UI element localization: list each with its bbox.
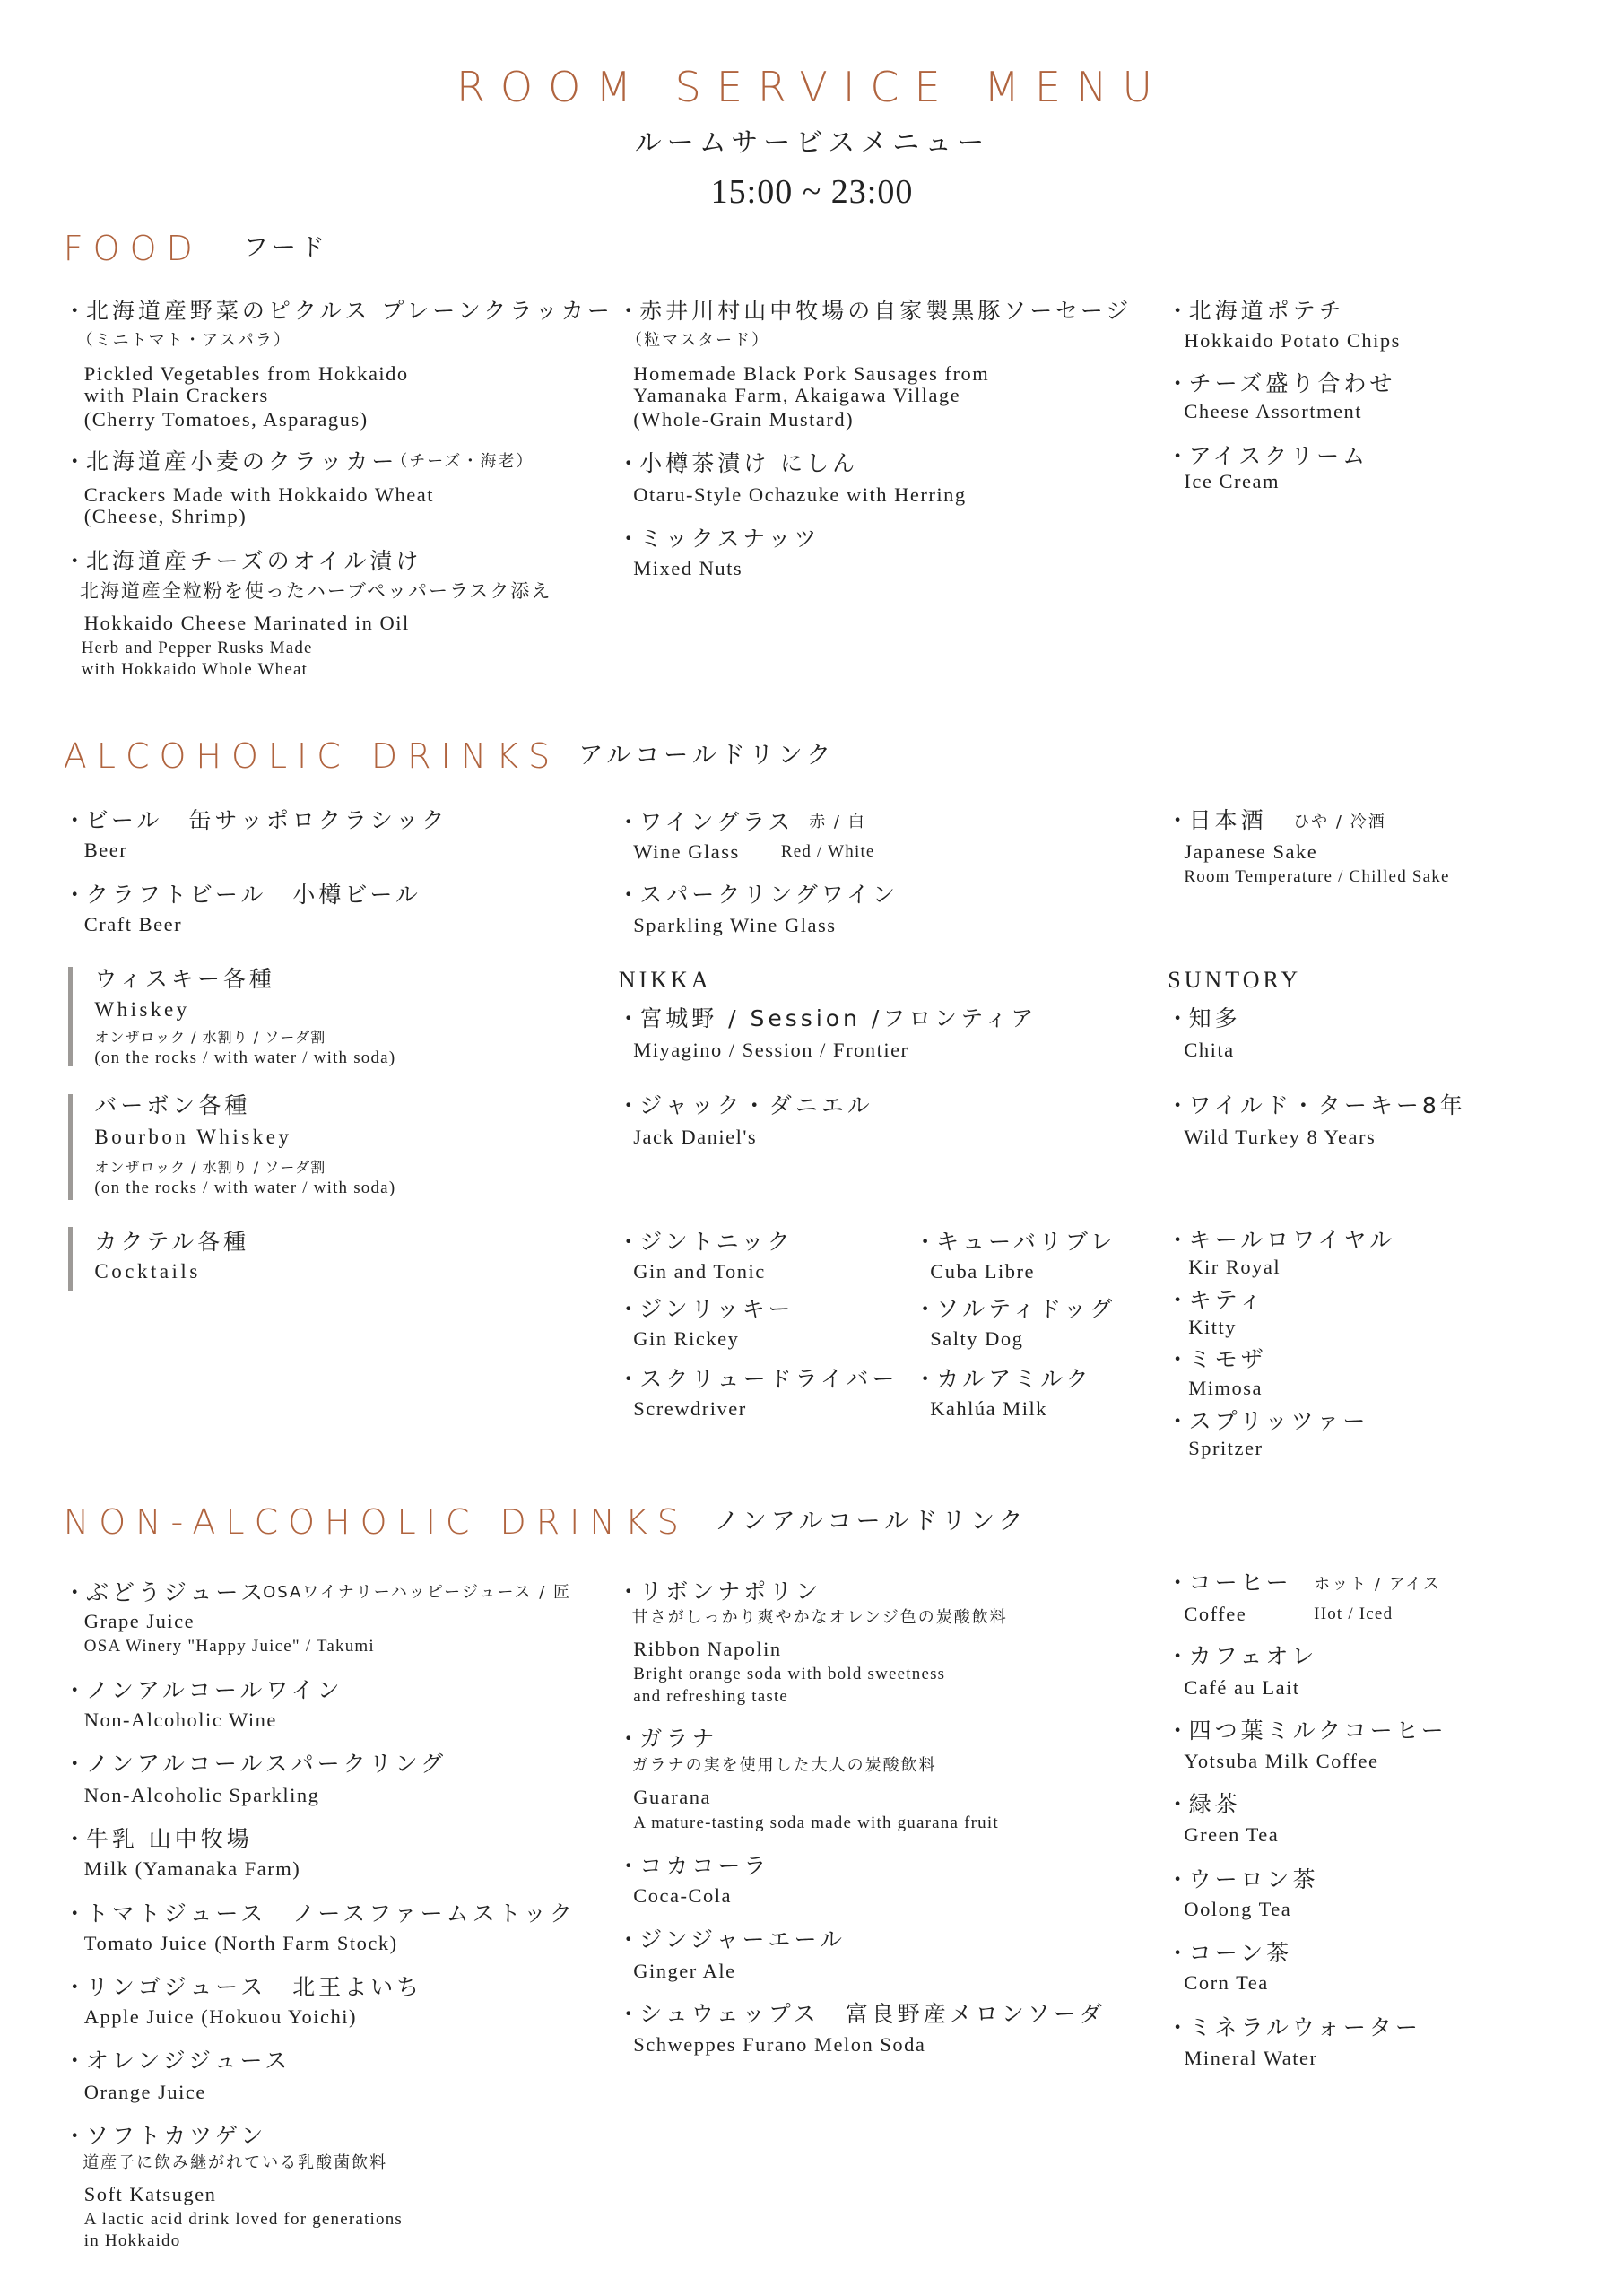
cocktail-name-en: Kir Royal bbox=[1188, 1255, 1281, 1278]
menu-item-name-en: Wild Turkey 8 Years bbox=[1184, 1125, 1376, 1148]
cocktail-name-jp: ・ キューバリブレ bbox=[914, 1227, 1116, 1257]
menu-item-detail: Bright orange soda with bold sweetness bbox=[633, 1665, 946, 1683]
menu-item-name-jp: ・ ウーロン茶 bbox=[1167, 1865, 1319, 1895]
menu-item-detail: with Hokkaido Whole Wheat bbox=[81, 660, 308, 680]
menu-item-detail: Pickled Vegetables from Hokkaido bbox=[83, 361, 409, 385]
menu-item-name-jp: ・ 牛乳 山中牧場 bbox=[64, 1824, 253, 1855]
menu-item-detail: Yotsuba Milk Coffee bbox=[1184, 1750, 1379, 1773]
cocktail-name-en: Gin and Tonic bbox=[633, 1259, 766, 1283]
menu-item-detail: （ミニトマト・アスパラ） bbox=[76, 331, 291, 351]
group-title-whiskey: ウィスキー各種 bbox=[94, 965, 275, 992]
cocktail-name-jp: ・ キールロワイヤル bbox=[1167, 1225, 1396, 1256]
menu-item-name-jp: ・ コーヒー bbox=[1167, 1568, 1292, 1598]
menu-item-detail: Hot / Iced bbox=[1314, 1604, 1394, 1623]
section-title-nonalcoholic: NON-ALCOHOLIC DRINKS bbox=[63, 1502, 689, 1543]
cocktail-name-jp: ・ スプリッツァー bbox=[1167, 1406, 1369, 1437]
cocktail-name-en: Gin Rickey bbox=[633, 1327, 740, 1351]
menu-item-name-jp: ・ 北海道産チーズのオイル漬け bbox=[64, 546, 422, 577]
menu-item-detail: Homemade Black Pork Sausages from bbox=[633, 361, 990, 385]
menu-item-name-en: Beer bbox=[83, 839, 128, 862]
menu-item-detail: with Plain Crackers bbox=[83, 384, 269, 407]
menu-item-name-jp: ・ ミネラルウォーター bbox=[1167, 2013, 1421, 2043]
serving-styles-en: (on the rocks / with water / with soda) bbox=[94, 1178, 396, 1198]
cocktails-group-bar bbox=[68, 1227, 73, 1291]
menu-item-detail: Ribbon Napolin bbox=[633, 1638, 782, 1660]
menu-item-detail: Soft Katsugen bbox=[83, 2182, 217, 2205]
serving-styles: オンザロック / 水割り / ソーダ割 bbox=[94, 1029, 326, 1047]
menu-item-detail: Herb and Pepper Rusks Made bbox=[81, 638, 313, 657]
menu-item-detail: Yamanaka Farm, Akaigawa Village bbox=[633, 384, 961, 407]
menu-item-name-jp: ・ ノンアルコールワイン bbox=[64, 1675, 343, 1706]
menu-item-name-en: Japanese Sake bbox=[1184, 840, 1318, 863]
menu-item-detail: Mixed Nuts bbox=[633, 556, 743, 579]
menu-item-name-jp: ・ リボンナポリン bbox=[617, 1577, 821, 1607]
cocktail-name-jp: ・ スクリュードライバー bbox=[617, 1364, 898, 1395]
menu-item-detail: (Cherry Tomatoes, Asparagus) bbox=[83, 407, 369, 430]
whiskey-group-bar bbox=[68, 967, 73, 1065]
menu-item-detail: ガラナの実を使用した大人の炭酸飲料 bbox=[631, 1756, 937, 1776]
menu-item-detail: Orange Juice bbox=[83, 2080, 206, 2103]
menu-item-detail: Coca-Cola bbox=[633, 1883, 733, 1907]
menu-item-name-jp: ・ カフェオレ bbox=[1167, 1641, 1318, 1672]
section-title-food: FOOD bbox=[63, 228, 203, 268]
menu-item-name-en: Jack Daniel's bbox=[633, 1125, 758, 1148]
service-hours: 15:00 ~ 23:00 bbox=[710, 173, 914, 211]
menu-item-name-jp: ・ スパークリングワイン bbox=[617, 880, 899, 910]
cocktail-name-en: Spritzer bbox=[1188, 1437, 1264, 1460]
menu-item-detail: Schweppes Furano Melon Soda bbox=[633, 2033, 926, 2057]
menu-item-name-jp: ・ ミックスナッツ bbox=[617, 524, 820, 554]
menu-item-detail: in Hokkaido bbox=[83, 2231, 181, 2251]
brand-label-nikka: NIKKA bbox=[618, 967, 712, 994]
menu-item-name-jp: ・ 北海道産野菜のピクルス プレーンクラッカー bbox=[64, 296, 613, 326]
menu-item-name-en: Chita bbox=[1184, 1038, 1235, 1061]
menu-item-name-jp: ・ コーン茶 bbox=[1167, 1938, 1293, 1969]
menu-item-name-jp: ・ ソフトカツゲン bbox=[64, 2121, 267, 2152]
menu-item-detail: Corn Tea bbox=[1184, 1971, 1269, 1995]
section-title-food-jp: フード bbox=[243, 233, 329, 262]
menu-item-detail: Café au Lait bbox=[1184, 1675, 1300, 1699]
serving-styles-en: (on the rocks / with water / with soda) bbox=[94, 1048, 396, 1068]
group-title-whiskey-en: Whiskey bbox=[94, 998, 190, 1022]
menu-item-detail: Oolong Tea bbox=[1184, 1897, 1292, 1920]
menu-item-detail: Tomato Juice (North Farm Stock) bbox=[83, 1931, 398, 1954]
menu-item-detail: Ice Cream bbox=[1184, 469, 1280, 492]
menu-item-detail: ホット / アイス bbox=[1314, 1574, 1442, 1594]
menu-item-detail: A mature-tasting soda made with guarana fruit bbox=[633, 1813, 999, 1833]
menu-item-detail: Non-Alcoholic Wine bbox=[83, 1709, 277, 1731]
menu-item-name-jp: ・ 四つ葉ミルクコーヒー bbox=[1167, 1716, 1447, 1746]
menu-item-option: 赤 / 白 bbox=[809, 813, 866, 831]
menu-item-detail: Guarana bbox=[633, 1785, 711, 1808]
menu-item-name-jp: ・ ジンジャーエール bbox=[617, 1925, 846, 1955]
menu-item-name-jp: ・ ワイングラス bbox=[617, 807, 794, 838]
cocktail-name-en: Kahlúa Milk bbox=[930, 1396, 1048, 1420]
cocktail-name-en: Cuba Libre bbox=[930, 1259, 1036, 1283]
menu-item-name-jp: ・ トマトジュース ノースファームストック bbox=[64, 1899, 576, 1929]
menu-item-name-jp: ・ コカコーラ bbox=[617, 1851, 769, 1882]
cocktail-name-en: Kitty bbox=[1188, 1316, 1238, 1339]
menu-item-name-jp: ・ ビール 缶サッポロクラシック bbox=[64, 805, 448, 836]
menu-item-detail: Green Tea bbox=[1184, 1823, 1280, 1847]
section-title-alcoholic-jp: アルコールドリンク bbox=[578, 741, 836, 770]
menu-item-name-jp: ・ 北海道産小麦のクラッカー bbox=[64, 447, 398, 477]
menu-item-name-jp: ・ シュウェップス 富良野産メロンソーダ bbox=[617, 1999, 1106, 2030]
cocktail-name-jp: ・ キティ bbox=[1167, 1285, 1265, 1316]
menu-item-detail: Crackers Made with Hokkaido Wheat bbox=[83, 483, 435, 506]
menu-item-detail: （粒マスタード） bbox=[626, 331, 770, 351]
menu-item-detail: 道産子に飲み継がれている乳酸菌飲料 bbox=[83, 2152, 388, 2172]
menu-item-detail: Mineral Water bbox=[1184, 2047, 1318, 2069]
cocktail-name-jp: ・ ジンリッキー bbox=[617, 1294, 794, 1325]
menu-item-detail: Grape Juice bbox=[83, 1609, 195, 1632]
menu-item-option: Red / White bbox=[780, 842, 875, 861]
menu-item-name-jp: ・ 赤井川村山中牧場の自家製黒豚ソーセージ bbox=[617, 296, 1132, 326]
menu-item-name-jp: ・ オレンジジュース bbox=[64, 2046, 291, 2076]
menu-item-detail: Ginger Ale bbox=[633, 1959, 736, 1982]
menu-item-detail: and refreshing taste bbox=[633, 1686, 789, 1706]
cocktail-name-jp: ・ ミモザ bbox=[1167, 1344, 1267, 1375]
menu-item-name-jp: ・ ぶどうジュース bbox=[64, 1578, 266, 1608]
menu-item-detail: Hokkaido Cheese Marinated in Oil bbox=[83, 611, 410, 634]
menu-item-detail: OSA Winery "Happy Juice" / Takumi bbox=[83, 1636, 375, 1656]
menu-item-name-en: Sparkling Wine Glass bbox=[633, 914, 837, 937]
menu-item-detail: 甘さがしっかり爽やかなオレンジ色の炭酸飲料 bbox=[631, 1608, 1008, 1628]
menu-item-detail: Hokkaido Potato Chips bbox=[1184, 329, 1401, 352]
menu-item-name-jp: ・ ジャック・ダニエル bbox=[617, 1091, 873, 1121]
serving-styles: オンザロック / 水割り / ソーダ割 bbox=[94, 1159, 326, 1177]
menu-item-detail: Coffee bbox=[1184, 1602, 1247, 1625]
menu-item-name-jp: ・ ワイルド・ターキー8年 bbox=[1167, 1091, 1466, 1121]
menu-item-name-jp: ・ 知多 bbox=[1167, 1004, 1241, 1034]
menu-item-option: Room Temperature / Chilled Sake bbox=[1184, 866, 1450, 886]
menu-item-name-en: Wine Glass bbox=[633, 840, 740, 863]
menu-item-detail: 北海道産全粒粉を使ったハーブペッパーラスク添え bbox=[79, 579, 552, 602]
cocktail-name-en: Mimosa bbox=[1188, 1376, 1264, 1399]
brand-label-suntory: SUNTORY bbox=[1168, 967, 1302, 994]
section-title-nonalcoholic-jp: ノンアルコールドリンク bbox=[714, 1508, 1028, 1536]
menu-item-detail: Otaru-Style Ochazuke with Herring bbox=[633, 483, 967, 506]
group-title-cocktails-en: Cocktails bbox=[94, 1259, 201, 1283]
menu-item-detail: （チーズ・海老） bbox=[391, 452, 534, 472]
group-title-cocktails: カクテル各種 bbox=[94, 1228, 250, 1255]
menu-subtitle: ルームサービスメニュー bbox=[634, 127, 990, 159]
group-title-bourbon: バーボン各種 bbox=[94, 1092, 251, 1119]
menu-item-detail: OSAワイナリーハッピージュース / 匠 bbox=[263, 1583, 572, 1603]
menu-item-name-jp: ・ 小樽茶漬け にしん bbox=[617, 448, 858, 479]
bourbon-group-bar bbox=[68, 1094, 73, 1201]
menu-item-name-jp: ・ ガラナ bbox=[617, 1724, 717, 1754]
group-title-bourbon-en: Bourbon Whiskey bbox=[94, 1125, 292, 1148]
menu-item-name-jp: ・ 北海道ポテチ bbox=[1167, 296, 1345, 326]
cocktail-name-jp: ・ カルアミルク bbox=[914, 1364, 1092, 1395]
menu-item-detail: A lactic acid drink loved for generations bbox=[83, 2209, 404, 2229]
menu-item-option: ひや / 冷酒 bbox=[1293, 813, 1386, 831]
cocktail-name-en: Screwdriver bbox=[633, 1396, 747, 1420]
menu-item-name-jp: ・ クラフトビール 小樽ビール bbox=[64, 880, 421, 910]
menu-item-name-jp: ・ 日本酒 bbox=[1167, 805, 1267, 836]
cocktail-name-en: Salty Dog bbox=[930, 1327, 1024, 1351]
menu-item-name-jp: ・ 宮城野 / Session /フロンティア bbox=[617, 1004, 1037, 1034]
menu-item-name-jp: ・ ノンアルコールスパークリング bbox=[64, 1749, 447, 1779]
menu-title: ROOM SERVICE MENU bbox=[456, 63, 1168, 111]
menu-item-detail: Apple Juice (Hokuou Yoichi) bbox=[83, 2005, 358, 2028]
menu-item-detail: Milk (Yamanaka Farm) bbox=[83, 1857, 301, 1881]
menu-item-name-jp: ・ 緑茶 bbox=[1167, 1789, 1241, 1820]
menu-item-detail: Cheese Assortment bbox=[1184, 400, 1362, 423]
menu-item-name-jp: ・ アイスクリーム bbox=[1167, 441, 1369, 472]
menu-item-name-jp: ・ チーズ盛り合わせ bbox=[1167, 369, 1396, 399]
menu-item-name-en: Craft Beer bbox=[83, 912, 183, 935]
menu-item-detail: Non-Alcoholic Sparkling bbox=[83, 1784, 320, 1806]
cocktail-name-jp: ・ ソルティドッグ bbox=[914, 1294, 1116, 1325]
section-title-alcoholic: ALCOHOLIC DRINKS bbox=[63, 735, 560, 776]
menu-item-detail: (Whole-Grain Mustard) bbox=[633, 407, 855, 430]
menu-item-name-jp: ・ リンゴジュース 北王よいち bbox=[64, 1972, 422, 2003]
menu-item-detail: (Cheese, Shrimp) bbox=[83, 505, 248, 528]
menu-item-name-en: Miyagino / Session / Frontier bbox=[633, 1038, 909, 1061]
cocktail-name-jp: ・ ジントニック bbox=[617, 1227, 793, 1257]
